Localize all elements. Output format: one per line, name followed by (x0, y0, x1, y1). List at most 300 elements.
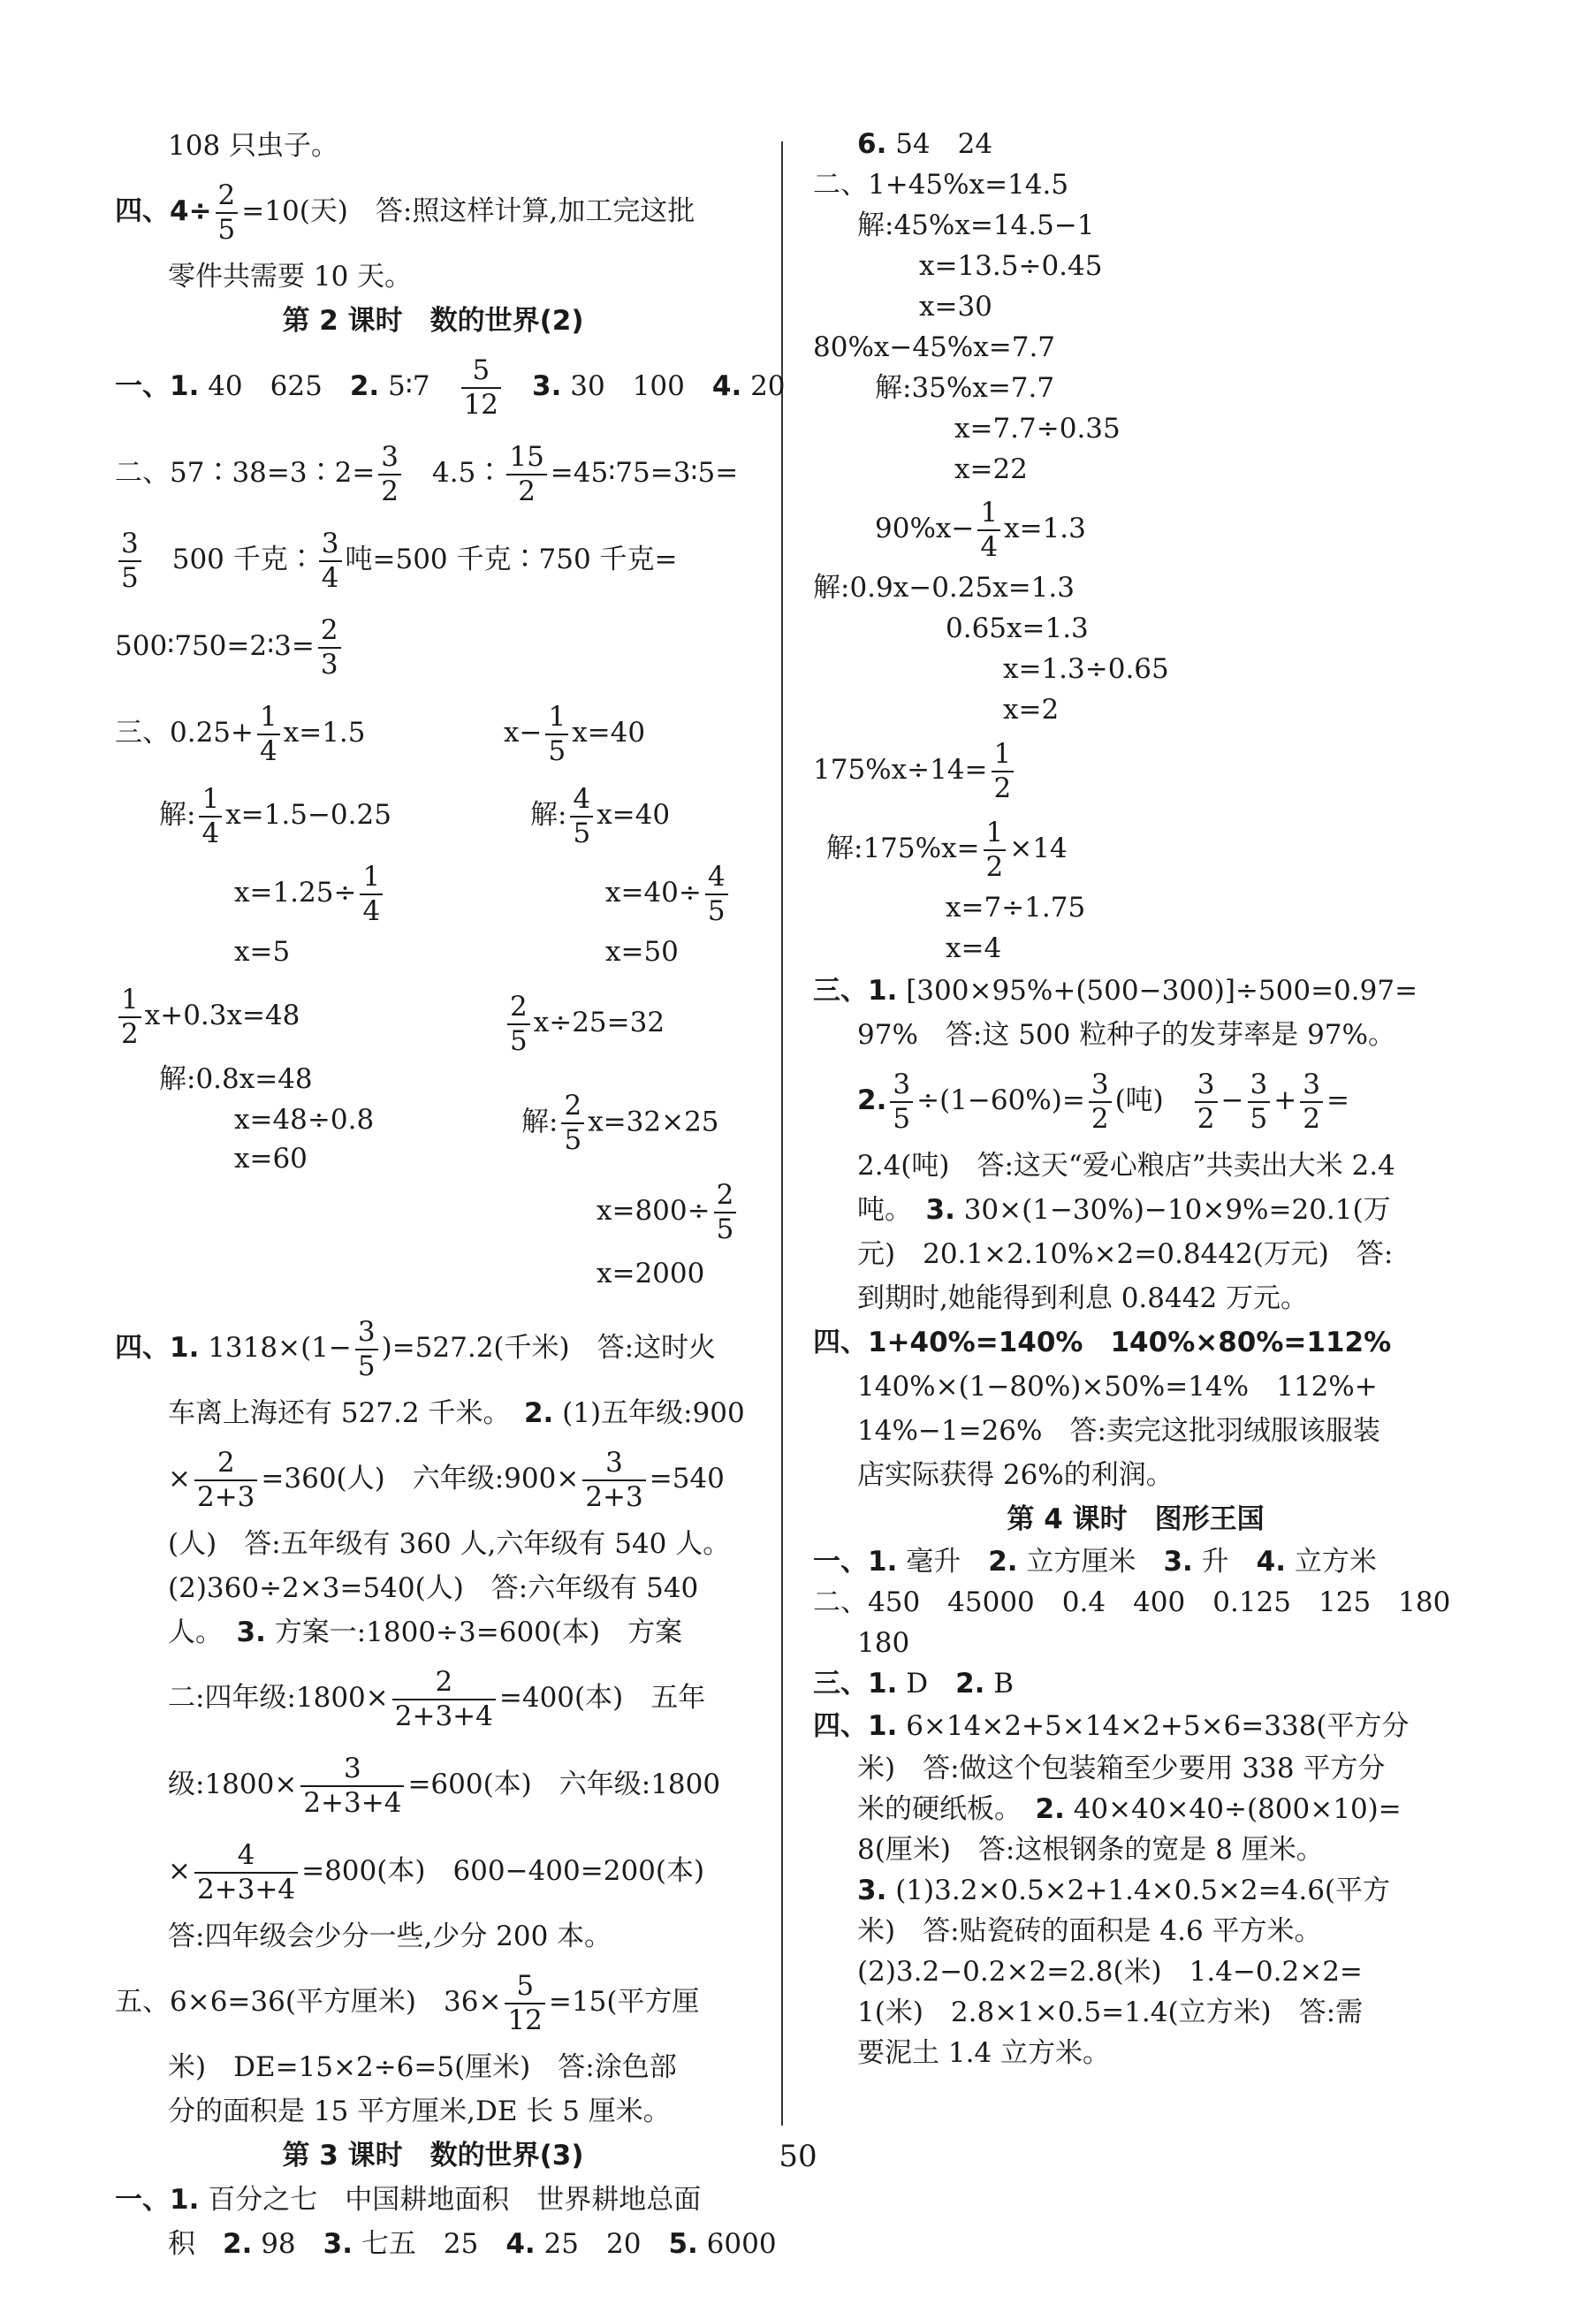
text-run (115, 689, 366, 776)
fraction (1089, 1068, 1112, 1135)
line (813, 810, 1458, 887)
text-run: 级:1800× (168, 1768, 298, 1800)
text-run: (1)3.2×0.5×2+1.4×0.5×2=4.6(平方 (886, 1875, 1391, 1906)
text-run: 5 (707, 894, 726, 927)
text-run: 2+3+4 (303, 1786, 402, 1819)
text-run: 2. (1035, 1793, 1065, 1825)
text-run: 四、 (813, 1710, 868, 1742)
line (115, 1391, 751, 1435)
text-run: 1 (118, 986, 141, 1018)
fraction (984, 816, 1007, 883)
line (813, 567, 1458, 608)
fraction (360, 860, 383, 927)
text-run: 5 (573, 817, 591, 849)
fraction (505, 1969, 544, 2036)
text-run (605, 854, 732, 932)
text-run: 1(米) 2.8×1×0.5=1.4(立方米) 答:需 (857, 1997, 1364, 2028)
line (115, 1522, 751, 1566)
text-run: (2)3.2−0.2×2=2.8(米) 1.4−0.2×2= (857, 1956, 1363, 1988)
text-run: 3 (890, 1071, 913, 1103)
text-run: 3 (320, 648, 338, 681)
text-run: 3 (300, 1755, 404, 1787)
text-run: 一、 (115, 2184, 170, 2216)
text-run: 4.5∶ (405, 457, 504, 489)
text-run: 米) 答:做这个包装箱至少要用 338 平方分 (857, 1753, 1386, 1784)
text-run: ×14 (1009, 833, 1068, 864)
line (115, 1090, 751, 1156)
line (115, 1654, 751, 1741)
text-run: 2. (349, 370, 380, 402)
text-run: 3. (857, 1875, 887, 1906)
text-run: x=30 (919, 291, 992, 323)
text-run: x=50 (605, 936, 679, 968)
line (115, 1741, 751, 1828)
line (813, 969, 1458, 1013)
text-run: × (168, 1855, 191, 1887)
text-run: 解:175%x= (826, 833, 980, 864)
line (813, 689, 1458, 730)
text-run: 3. (323, 2228, 353, 2260)
text-run: 12 (463, 388, 499, 421)
line (115, 2045, 751, 2089)
line (813, 246, 1458, 286)
text-run: 1 (257, 704, 280, 735)
line (115, 343, 786, 430)
text-run: 三、 (813, 1668, 868, 1700)
text-run: 175%x÷14= (813, 754, 988, 786)
text-run: 2+3 (196, 1480, 255, 1513)
line (813, 1582, 1458, 1623)
line (115, 430, 751, 516)
text-run: x=13.5÷0.45 (919, 250, 1103, 282)
text-run: x=60 (234, 1143, 308, 1175)
text-run: 四、4÷ (115, 195, 212, 227)
text-run: 零件共需要 10 天。 (168, 261, 413, 293)
text-run: 5 (548, 734, 566, 767)
line (813, 286, 1458, 327)
text-run: 4 (980, 530, 999, 563)
text-run: 2. (955, 1668, 985, 1700)
text-run: 5 (357, 1350, 376, 1382)
fraction (705, 860, 728, 927)
text-run: 1. (170, 2184, 200, 2216)
text-run: + (1273, 1084, 1297, 1116)
line (813, 124, 1458, 164)
text-run: 1. (868, 1668, 898, 1700)
fraction (506, 440, 546, 507)
text-run: 1 (199, 786, 222, 818)
text-run: =540 (649, 1463, 725, 1495)
line (115, 168, 751, 255)
text-run: 4 (194, 1842, 298, 1874)
text-run: 5 (510, 1024, 528, 1057)
text-run: 30 100 (561, 370, 712, 402)
line (115, 932, 751, 972)
text-run: 1 (992, 741, 1015, 772)
text-run (504, 979, 665, 1066)
fraction (257, 700, 280, 767)
line (115, 2089, 751, 2133)
text-run: =15(平方厘 (548, 1986, 700, 2018)
text-run: 四、1+40%=140% 140%×80%=112% (813, 1327, 1392, 1358)
text-run: 2+3+4 (196, 1873, 296, 1905)
text-run: 12 (507, 2004, 543, 2036)
text-run: 2 (318, 617, 341, 649)
text-run: 解:35%x=7.7 (875, 372, 1055, 404)
text-run: 2 (381, 475, 399, 507)
text-run: 4. (1256, 1546, 1287, 1578)
line (115, 972, 751, 1059)
text-run: =800(本) 600−400=200(本) (301, 1855, 705, 1887)
text-run (530, 776, 670, 854)
fraction (890, 1068, 913, 1135)
text-run: x=48÷0.8 (234, 1104, 375, 1136)
text-run: 米的硬纸板。 (857, 1793, 1036, 1825)
text-run: 6×14×2+5×14×2+5×6=338(平方分 (897, 1710, 1410, 1742)
text-run: 七五 25 (353, 2228, 506, 2260)
text-run: 3 (1089, 1071, 1112, 1103)
text-run: 2.4(吨) 答:这天“爱心粮店”共卖出大米 2.4 (857, 1150, 1395, 1182)
text-run: 30×(1−30%)−10×9%=20.1(万 (954, 1194, 1391, 1226)
text-run: = (1326, 1084, 1349, 1116)
text-run: 答:四年级会少分一些,少分 200 本。 (168, 1921, 612, 1952)
text-run: 人。 (168, 1616, 237, 1648)
text-run: 14%−1=26% 答:卖完这批羽绒服该服装 (857, 1415, 1380, 1447)
text-run (504, 689, 645, 776)
text-run: 分的面积是 15 平方厘米,DE 长 5 厘米。 (168, 2095, 671, 2127)
line (115, 689, 751, 776)
text-run: 2 (1303, 1102, 1320, 1135)
line (813, 1748, 1458, 1789)
fraction (1195, 1068, 1218, 1135)
line (813, 1409, 1458, 1453)
text-run: 元) 20.1×2.10%×2=0.8442(万元) 答: (857, 1238, 1394, 1270)
text-run: x=2 (1003, 694, 1060, 726)
text-run: 到期时,她能得到利息 0.8442 万元。 (857, 1282, 1309, 1314)
text-run: 4 (705, 863, 728, 895)
fraction (392, 1665, 496, 1732)
text-run: 40 625 (199, 370, 350, 402)
text-run: 5 (893, 1102, 911, 1135)
line (813, 1276, 1458, 1320)
text-run: )=527.2(千米) 答:这时火 (381, 1332, 717, 1364)
fraction (319, 527, 342, 594)
fraction (318, 613, 341, 681)
fraction (378, 440, 401, 507)
text-run: 1318×(1− (199, 1332, 352, 1364)
text-run: 二、450 45000 0.4 400 0.125 125 180 (813, 1586, 1451, 1618)
text-run: 5 (217, 213, 236, 246)
line (115, 516, 751, 603)
text-run: 五、6×6=36(平方厘米) 36× (115, 1986, 502, 2018)
text-run: x=40 (572, 717, 646, 749)
line (813, 1704, 1458, 1748)
text-run: x=40÷ (605, 877, 702, 909)
line (813, 730, 1458, 810)
text-run: 解: (159, 799, 196, 831)
text-run: =360(人) 六年级:900× (261, 1463, 580, 1495)
text-run: 1. (868, 1546, 898, 1578)
text-run: 升 (1192, 1546, 1257, 1578)
text-run: 2. (988, 1546, 1018, 1578)
text-run: 6000 (697, 2228, 777, 2260)
text-run: 2 (1197, 1102, 1215, 1135)
text-run: 3. (236, 1616, 266, 1648)
text-run: (吨) (1114, 1084, 1191, 1116)
text-run: 4 (321, 561, 339, 594)
text-run: x=1.3÷0.65 (1003, 653, 1169, 685)
line (813, 1188, 1458, 1232)
text-run: 2 (985, 850, 1004, 883)
line (813, 205, 1458, 246)
text-run: 500∶750=2∶3= (115, 630, 315, 662)
text-run: =45∶75=3∶5= (550, 457, 739, 489)
text-run: 百分之七 中国耕地面积 世界耕地总面 (199, 2184, 702, 2216)
fraction (118, 983, 141, 1050)
text-run: 2 (216, 182, 239, 214)
text-run: 2+3+4 (394, 1700, 493, 1732)
line (813, 490, 1458, 567)
text-run: 二:四年级:1800× (168, 1682, 389, 1714)
text-run: x=4 (946, 932, 1002, 964)
fraction (714, 1178, 737, 1245)
text-run: 2 (392, 1669, 496, 1700)
line (115, 1959, 751, 2045)
text-run: 二、57∶38=3∶2= (115, 457, 376, 489)
text-run: 2. (857, 1084, 887, 1116)
line (813, 1057, 1458, 1144)
text-run: x=800÷ (597, 1195, 711, 1227)
line (115, 255, 751, 299)
fraction (199, 782, 222, 849)
text-run: x=1.5−0.25 (225, 799, 391, 831)
text-run: 3 (1300, 1071, 1323, 1103)
text-run: 3 (1195, 1071, 1218, 1103)
text-run: 2. (523, 1397, 554, 1429)
text-run: 5 (1250, 1102, 1268, 1135)
text-run: 140%×(1−80%)×50%=14% 112%+ (857, 1371, 1378, 1403)
text-run: 米) 答:贴瓷砖的面积是 4.6 平方米。 (857, 1915, 1322, 1947)
line (813, 1320, 1458, 1365)
line (115, 854, 751, 932)
line (115, 1243, 751, 1304)
line (813, 1144, 1458, 1188)
text-run: (1)五年级:900 (553, 1397, 745, 1429)
text-run: 5 (505, 1973, 544, 2004)
text-run: 3. (925, 1194, 955, 1226)
text-run: =10(天) 答:照这样计算,加工完这批 (241, 195, 695, 227)
text-run: 四、 (115, 1332, 170, 1364)
fraction (1248, 1068, 1271, 1135)
text-run: 1 (977, 499, 1000, 531)
text-run: 2 (561, 1092, 584, 1124)
text-run: 1 (984, 819, 1007, 851)
text-run: 4. (711, 370, 742, 402)
text-run: 97% 答:这 500 粒种子的发芽率是 97%。 (857, 1019, 1395, 1051)
text-run: 三、0.25+ (115, 717, 254, 749)
text-run: 2 (1091, 1102, 1109, 1135)
text-run: 4 (570, 786, 593, 818)
text-run: ÷(1−60%)= (916, 1084, 1085, 1116)
line (115, 2178, 751, 2222)
line (115, 2222, 777, 2266)
text-run: [300×95%+(500−300)]÷500=0.97= (897, 975, 1418, 1007)
text-run: 3. (532, 370, 562, 402)
text-run: 3 (319, 530, 342, 562)
text-run: 3 (355, 1319, 378, 1350)
text-run: 1 (360, 863, 383, 895)
fraction (461, 354, 501, 421)
text-run: 车离上海还有 527.2 千米。 (168, 1397, 524, 1429)
fraction (355, 1315, 378, 1382)
text-run: 80%x−45%x=7.7 (813, 331, 1056, 363)
text-run: 1. (868, 975, 898, 1007)
text-run: 5 (461, 357, 501, 389)
fraction (507, 990, 530, 1057)
fraction (194, 1446, 257, 1513)
text-run: 3. (1163, 1546, 1193, 1578)
line (813, 368, 1458, 408)
text-run: − (1220, 1084, 1244, 1116)
right-column (813, 124, 1458, 2073)
text-run: 积 (168, 2228, 223, 2260)
fraction (1300, 1068, 1323, 1135)
line (813, 1951, 1458, 1992)
text-run: x− (504, 717, 543, 749)
section-title: 第 2 课时 数的世界(2) (282, 305, 584, 337)
line (813, 1789, 1458, 1829)
text-run: 4. (505, 2228, 536, 2260)
text-run: 108 只虫子。 (168, 130, 339, 162)
line (115, 776, 751, 854)
text-run: x=1.5 (283, 717, 366, 749)
fraction (194, 1838, 298, 1905)
text-run (115, 972, 300, 1059)
fraction (216, 179, 239, 246)
text-run: 吨。 (857, 1194, 926, 1226)
text-run: 要泥土 1.4 立方米。 (857, 2037, 1111, 2069)
text-run: 三、 (813, 975, 868, 1007)
text-run: 立方厘米 (1017, 1546, 1164, 1578)
line (813, 1663, 1458, 1704)
text-run: 1. (170, 370, 200, 402)
line (813, 449, 1458, 490)
line (813, 1365, 1458, 1409)
text-run: 解:0.9x−0.25x=1.3 (813, 572, 1075, 604)
line (813, 1453, 1458, 1497)
text-run: 店实际获得 26%的利润。 (857, 1459, 1174, 1491)
line (115, 1435, 751, 1522)
line (813, 1992, 1458, 2033)
text-run: x=7.7÷0.35 (954, 413, 1121, 445)
text-run: x=5 (234, 936, 291, 968)
text-run: 5 (564, 1124, 582, 1156)
text-run: =400(本) 五年 (498, 1682, 706, 1714)
text-run: 8(厘米) 答:这根钢条的宽是 8 厘米。 (857, 1834, 1324, 1866)
section-title: 第 3 课时 数的世界(3) (282, 2140, 584, 2172)
line (813, 1232, 1458, 1276)
fraction (118, 527, 141, 594)
fraction (545, 700, 568, 767)
text-run: 米) DE=15×2÷6=5(厘米) 答:涂色部 (168, 2051, 677, 2083)
line (115, 1179, 751, 1243)
line (813, 608, 1458, 649)
column-divider (781, 141, 783, 2126)
line (813, 2033, 1458, 2073)
text-run: 2 (507, 993, 530, 1025)
text-run: 15 (506, 444, 546, 475)
text-run (234, 854, 386, 932)
text-run: 40×40×40÷(800×10)= (1064, 1793, 1402, 1825)
text-run: 2+3 (585, 1480, 643, 1513)
page-number: 50 (779, 2139, 817, 2174)
line (813, 1541, 1458, 1582)
text-run: x=1.3 (1004, 513, 1086, 544)
text-run: 20 (741, 370, 786, 402)
text-run: x=1.25÷ (234, 877, 357, 909)
text-run: 解:45%x=14.5−1 (857, 209, 1095, 241)
text-run: (人) 答:五年级有 360 人,六年级有 540 人。 (168, 1528, 731, 1560)
text-run: x+0.3x=48 (144, 1000, 300, 1031)
line (115, 1828, 751, 1914)
section-title: 第 4 课时 图形王国 (1007, 1503, 1265, 1535)
line (115, 1304, 751, 1391)
text-run: 6. (857, 128, 887, 160)
text-run: 0.65x=1.3 (946, 612, 1089, 644)
line (813, 1870, 1458, 1911)
line (813, 649, 1458, 689)
text-run: x=22 (954, 453, 1028, 485)
text-run: 5∶7 (379, 370, 458, 402)
text-run: 90%x− (875, 513, 975, 544)
text-run: 2 (993, 772, 1012, 804)
text-run: 4 (260, 734, 277, 767)
text-run: 98 (252, 2228, 323, 2260)
text-run: 2 (121, 1017, 139, 1050)
text-run: 解: (521, 1106, 559, 1138)
line (813, 327, 1458, 368)
left-column (115, 124, 786, 2266)
text-run: × (168, 1463, 191, 1495)
text-run: 54 24 (886, 128, 993, 160)
line (813, 1623, 1458, 1663)
text-run: 立方米 (1286, 1546, 1377, 1578)
text-run: 2 (714, 1182, 737, 1213)
fraction (992, 737, 1015, 804)
line (115, 124, 751, 168)
text-run: x=32×25 (588, 1106, 719, 1138)
text-run: x=40 (597, 799, 671, 831)
text-run (597, 1179, 740, 1244)
fraction (570, 782, 593, 849)
text-run: (2)360÷2×3=540(人) 答:六年级有 540 (168, 1572, 699, 1604)
line (813, 1829, 1458, 1870)
text-run: 1. (868, 1710, 898, 1742)
text-run: 3 (582, 1449, 645, 1481)
line (115, 1126, 751, 1179)
text-run: 5 (716, 1213, 734, 1245)
text-run: 500 千克∶ (144, 544, 315, 575)
line (115, 603, 751, 689)
line (813, 1911, 1458, 1951)
text-run: 3 (378, 444, 401, 475)
text-run: 4 (362, 894, 381, 927)
text-run: B (984, 1668, 1015, 1700)
text-run: 解: (530, 799, 567, 831)
text-run: 1. (170, 1332, 200, 1364)
text-run: 1 (545, 704, 568, 735)
line (813, 1013, 1458, 1057)
